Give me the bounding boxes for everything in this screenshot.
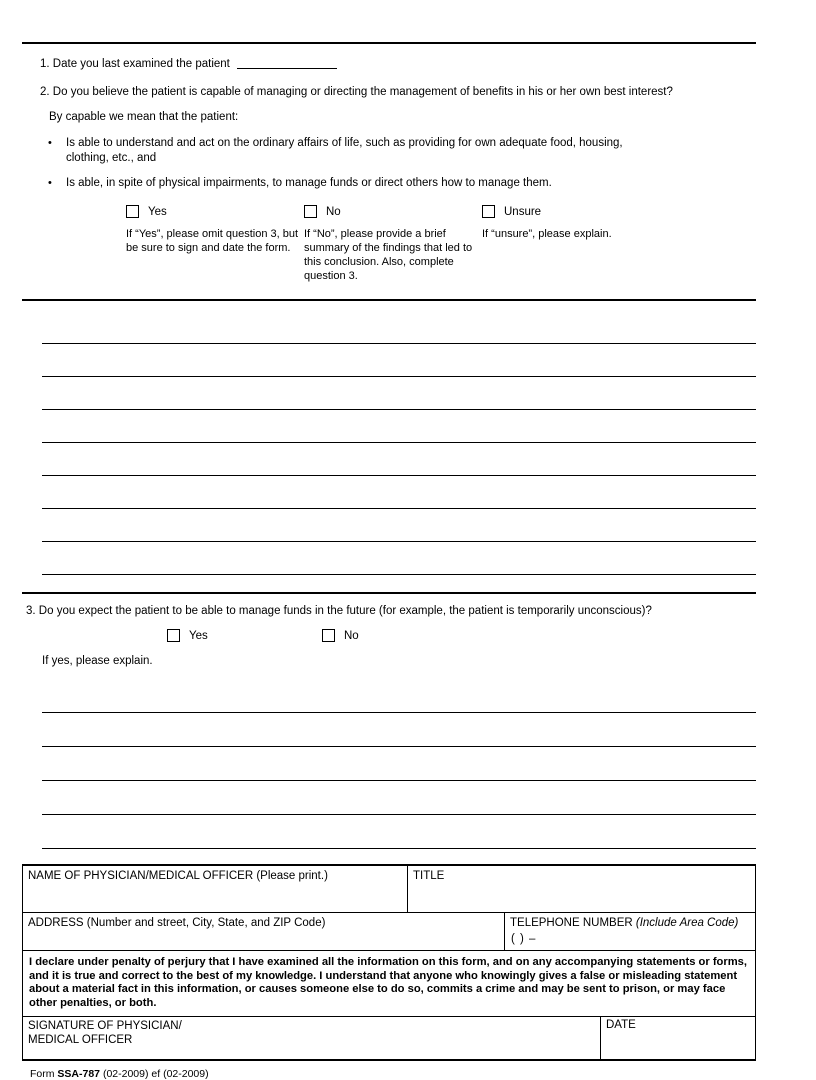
section-rule-2: [22, 592, 756, 594]
question-1-date-input[interactable]: [237, 57, 337, 69]
form-body: [22, 42, 756, 1080]
answer-line[interactable]: [42, 679, 756, 713]
q3-option-yes-label: Yes: [189, 629, 208, 642]
question-2-subtext: By capable we mean that the patient:: [49, 111, 239, 123]
signature-label-line2: MEDICAL OFFICER: [28, 1034, 133, 1046]
telephone-blank: ( ) –: [511, 933, 537, 945]
bullet-item: [48, 176, 756, 191]
bullet-dot-icon: •: [48, 177, 52, 189]
question-3: [22, 605, 756, 617]
option-no: [304, 205, 482, 283]
name-field[interactable]: [23, 866, 408, 912]
address-field[interactable]: [23, 913, 505, 950]
answer-line[interactable]: [42, 377, 756, 410]
telephone-field[interactable]: [505, 913, 755, 950]
q3-option-no: [322, 629, 477, 642]
section-rule-1: [22, 299, 756, 301]
date-field[interactable]: [601, 1017, 755, 1059]
bullet-dot-icon: •: [48, 137, 52, 149]
telephone-label: TELEPHONE NUMBER: [510, 917, 633, 929]
answer-line[interactable]: [42, 410, 756, 443]
address-label: ADDRESS (Number and street, City, State, and ZIP Code): [28, 917, 326, 929]
bullet-text: Is able, in spite of physical impairments, to manage funds or direct others how to manage them.: [66, 177, 552, 189]
question-2-text: Do you believe the patient is capable of managing or directing the management of benefits in his or her own best interest?: [52, 86, 673, 98]
answer-line[interactable]: [42, 747, 756, 781]
question-1-number: 1.: [40, 58, 50, 70]
q3-option-yes-row[interactable]: [167, 629, 322, 642]
option-yes-note: If “Yes”, please omit question 3, but be sure to sign and date the form.: [126, 228, 299, 254]
question-2-number: 2.: [40, 86, 50, 98]
question-3-options: [22, 629, 756, 642]
q3-option-no-row[interactable]: [322, 629, 477, 642]
physician-info-table: [22, 864, 756, 1061]
question-2-answer-area[interactable]: [22, 311, 756, 575]
form-footer: [22, 1068, 756, 1080]
checkbox-q3-no[interactable]: [322, 629, 335, 642]
option-yes: [126, 205, 304, 283]
question-2-options: [22, 205, 756, 283]
answer-line[interactable]: [42, 476, 756, 509]
top-rule: [22, 42, 756, 44]
answer-line[interactable]: [42, 542, 756, 575]
question-1-text: Date you last examined the patient: [52, 58, 230, 70]
signature-row: [23, 1017, 755, 1061]
bullet-item: [48, 136, 756, 166]
option-unsure-label: Unsure: [504, 205, 542, 218]
title-label: TITLE: [413, 870, 445, 882]
option-unsure: [482, 205, 642, 283]
answer-line[interactable]: [42, 344, 756, 377]
name-label: NAME OF PHYSICIAN/MEDICAL OFFICER (Please print.): [28, 870, 328, 882]
table-row: [23, 913, 755, 951]
table-row: [23, 866, 755, 913]
option-unsure-note: If “unsure”, please explain.: [482, 228, 612, 240]
option-yes-label: Yes: [148, 205, 167, 218]
footer-form-number: SSA-787: [57, 1068, 101, 1080]
answer-line[interactable]: [42, 815, 756, 849]
signature-label-line1: SIGNATURE OF PHYSICIAN/: [28, 1020, 182, 1032]
answer-line[interactable]: [42, 713, 756, 747]
question-1: [22, 57, 756, 72]
checkbox-unsure[interactable]: [482, 205, 495, 218]
footer-prefix: Form: [30, 1068, 58, 1080]
option-no-label: No: [326, 205, 341, 218]
answer-line[interactable]: [42, 781, 756, 815]
q3-option-yes: [167, 629, 322, 642]
checkbox-yes[interactable]: [126, 205, 139, 218]
question-2: [22, 85, 756, 125]
answer-line[interactable]: [42, 509, 756, 542]
answer-line[interactable]: [42, 443, 756, 476]
bullet-text: Is able to understand and act on the ordinary affairs of life, such as providing for own adequate food, housing, clothing, etc., and: [66, 137, 623, 164]
signature-field[interactable]: [23, 1017, 601, 1059]
q3-option-no-label: No: [344, 629, 359, 642]
answer-line[interactable]: [42, 311, 756, 344]
declaration-text: I declare under penalty of perjury that I have examined all the information on this form, and on any accompanying statements or forms, and it is true and correct to the best of my knowledge. I understand that anyone who knowingly gives a false or misleading statement about a material fact in this information, or causes someone else to do so, commits a crime and may be sent to prison, or may face other penalties, or both.: [23, 951, 755, 1017]
telephone-label-italic: (Include Area Code): [635, 917, 739, 929]
footer-suffix: (02-2009) ef (02-2009): [100, 1068, 209, 1080]
question-2-bullets: [22, 136, 756, 191]
question-3-number: 3.: [26, 605, 36, 617]
title-field[interactable]: [408, 866, 755, 912]
option-yes-row[interactable]: [126, 205, 304, 218]
question-3-text: Do you expect the patient to be able to manage funds in the future (for example, the patient is temporarily unconscious)?: [38, 605, 652, 617]
question-3-explain-label: If yes, please explain.: [42, 655, 153, 667]
option-no-row[interactable]: [304, 205, 482, 218]
date-label: DATE: [606, 1019, 636, 1031]
checkbox-no[interactable]: [304, 205, 317, 218]
option-no-note: If “No”, please provide a brief summary of the findings that led to this conclusion. Also, complete question 3.: [304, 228, 473, 282]
question-3-answer-area[interactable]: [22, 679, 756, 849]
checkbox-q3-yes[interactable]: [167, 629, 180, 642]
option-unsure-row[interactable]: [482, 205, 642, 218]
